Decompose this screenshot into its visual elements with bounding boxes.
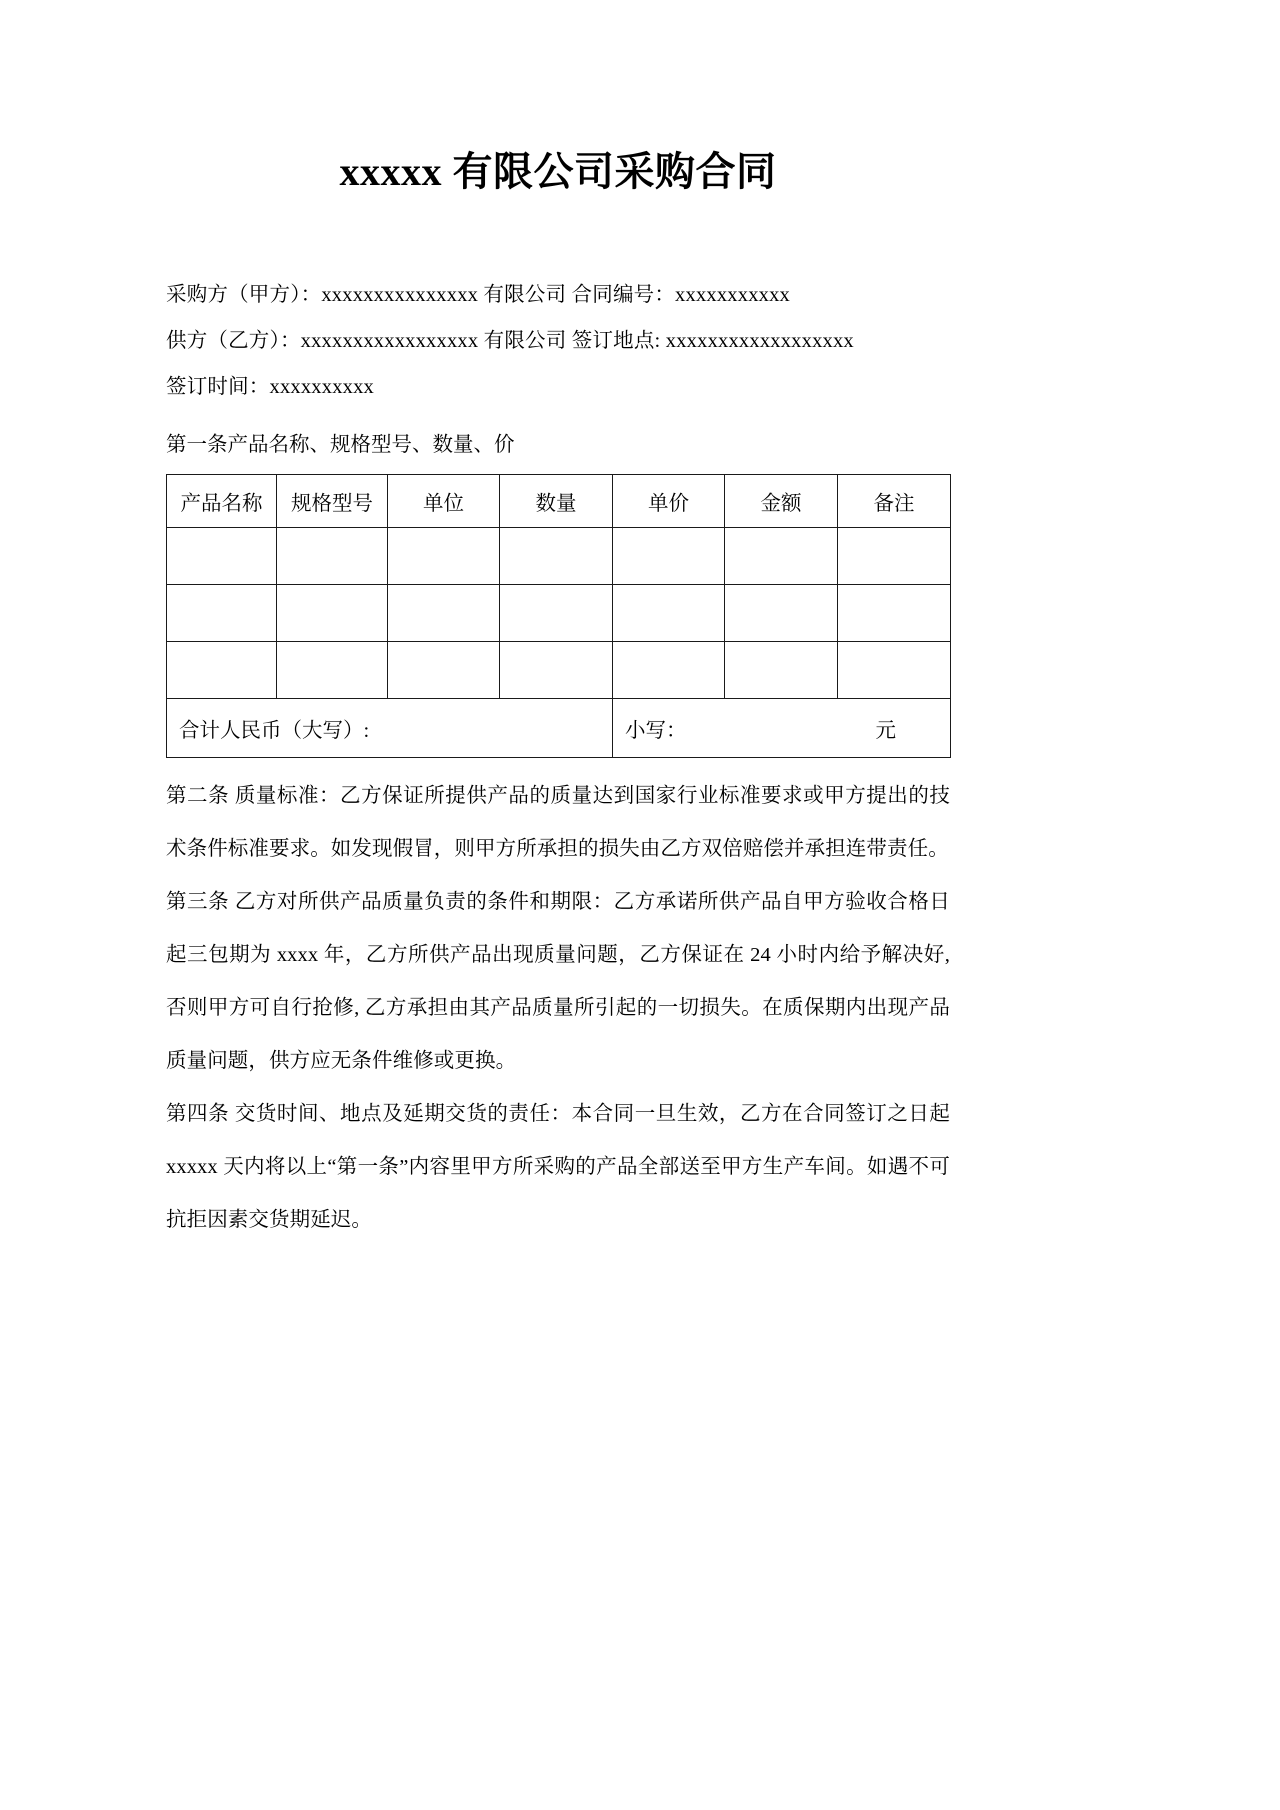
table-cell[interactable] — [500, 585, 613, 642]
table-header-cell: 单位 — [388, 475, 500, 528]
table-cell[interactable] — [277, 528, 388, 585]
contract-body — [166, 770, 950, 1247]
table-header-cell: 单价 — [613, 475, 725, 528]
table-cell[interactable] — [613, 642, 725, 699]
table-cell[interactable] — [725, 528, 838, 585]
table-cell[interactable] — [838, 585, 951, 642]
clause-two-paragraph: 第二条 质量标准：乙方保证所提供产品的质量达到国家行业标准要求或甲方提出的技术条件标准要求。如发现假冒，则甲方所承担的损失由乙方双倍赔偿并承担连带责任。 — [166, 785, 950, 860]
table-cell[interactable] — [838, 642, 951, 699]
table-header-cell: 金额 — [725, 475, 838, 528]
table-header-cell: 规格型号 — [277, 475, 388, 528]
total-amount-numeric-label: 小写： — [625, 720, 687, 742]
table-row — [167, 642, 951, 699]
table-cell[interactable] — [613, 585, 725, 642]
product-table — [166, 474, 951, 758]
table-cell[interactable] — [388, 585, 500, 642]
meta-line-signing-date: 签订时间：xxxxxxxxxx — [166, 376, 374, 398]
table-header-cell: 备注 — [838, 475, 951, 528]
clause-one-heading: 第一条产品名称、规格型号、数量、价 — [166, 434, 515, 456]
table-header-cell: 产品名称 — [167, 475, 277, 528]
table-cell[interactable] — [725, 642, 838, 699]
meta-line-supplier: 供方（乙方）：xxxxxxxxxxxxxxxxx 有限公司 签订地点: xxxxxxxxxxxxxxxxxx — [166, 330, 854, 352]
table-total-row — [167, 699, 951, 758]
table-header-cell: 数量 — [500, 475, 613, 528]
table-cell[interactable] — [277, 642, 388, 699]
table-cell[interactable] — [167, 585, 277, 642]
clause-four-paragraph: 第四条 交货时间、地点及延期交货的责任：本合同一旦生效，乙方在合同签订之日起 xxxxx 天内将以上“第一条”内容里甲方所采购的产品全部送至甲方生产车间。如遇不可抗拒因素交货期延迟。 — [166, 1103, 950, 1231]
table-row — [167, 528, 951, 585]
table-cell[interactable] — [388, 528, 500, 585]
page-title: xxxxx 有限公司采购合同 — [339, 149, 777, 194]
table-header-row — [167, 475, 951, 528]
total-amount-numeric-cell — [613, 699, 951, 758]
table-cell[interactable] — [500, 528, 613, 585]
clause-three-paragraph: 第三条 乙方对所供产品质量负责的条件和期限：乙方承诺所供产品自甲方验收合格日起三包期为 xxxx 年，乙方所供产品出现质量问题，乙方保证在 24 小时内给予解决好, 否则甲方可自行抢修, 乙方承担由其产品质量所引起的一切损失。在质保期内出现产品质量问题，供方应无条件维修或更换。 — [166, 891, 950, 1072]
table-cell[interactable] — [388, 642, 500, 699]
table-cell[interactable] — [725, 585, 838, 642]
table-cell[interactable] — [838, 528, 951, 585]
table-cell[interactable] — [500, 642, 613, 699]
table-cell[interactable] — [167, 642, 277, 699]
table-cell[interactable] — [277, 585, 388, 642]
meta-line-buyer: 采购方（甲方）：xxxxxxxxxxxxxxx 有限公司 合同编号：xxxxxxxxxxx — [166, 284, 790, 306]
table-cell[interactable] — [613, 528, 725, 585]
currency-unit-label: 元 — [875, 720, 896, 742]
total-amount-words-label: 合计人民币（大写）: — [167, 699, 613, 758]
table-cell[interactable] — [167, 528, 277, 585]
contract-meta-block — [166, 272, 950, 410]
table-row — [167, 585, 951, 642]
document-content — [166, 0, 950, 1247]
